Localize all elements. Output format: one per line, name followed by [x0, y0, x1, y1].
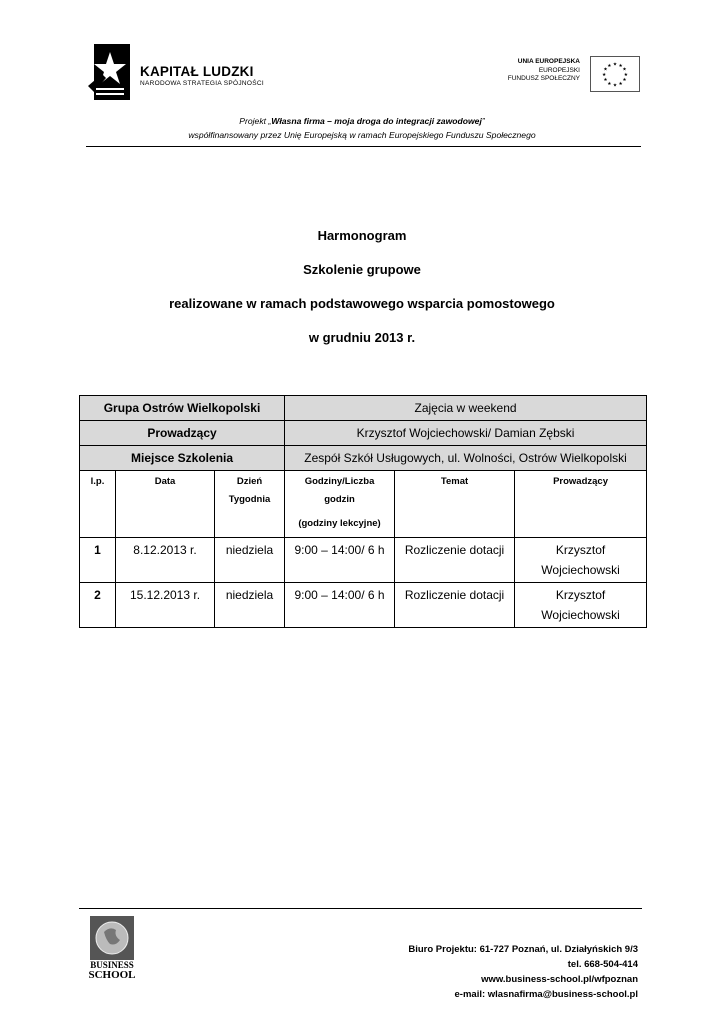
- svg-text:★: ★: [602, 72, 607, 78]
- eu-logo: [498, 52, 644, 98]
- row-lp: 2: [80, 583, 116, 628]
- svg-text:★: ★: [603, 67, 608, 73]
- svg-text:★: ★: [622, 78, 627, 84]
- svg-text:★: ★: [603, 78, 608, 84]
- training-type: Szkolenie grupowe: [303, 262, 421, 277]
- kapital-ludzki-star-icon: [88, 44, 132, 100]
- group-value: Zajęcia w weekend: [285, 396, 647, 421]
- eu-line-3: FUNDUSZ SPOŁECZNY: [507, 75, 580, 82]
- row-date: 15.12.2013 r.: [116, 583, 215, 628]
- header-hours-line1: Godziny/Liczba: [304, 476, 375, 487]
- project-name: Własna firma – moja droga do integracji zawodowej: [271, 116, 482, 126]
- header-day-line1: Dzień: [236, 476, 263, 487]
- header-day: [215, 471, 285, 538]
- row-topic: Rozliczenie dotacji: [395, 538, 515, 583]
- trainer-label: Prowadzący: [80, 421, 285, 446]
- trainer-row: [80, 421, 647, 446]
- training-period: w grudniu 2013 r.: [308, 330, 416, 345]
- row-hours: 9:00 – 14:00/ 6 h: [285, 538, 395, 583]
- project-cofinancing-line: współfinansowany przez Unię Europejską w ramach Europejskiego Funduszu Społecznego: [188, 130, 536, 140]
- logo-line-2: SCHOOL: [88, 969, 136, 981]
- footer-phone: tel. 668-504-414: [567, 959, 638, 970]
- business-school-logo: [86, 916, 138, 982]
- header-day-line2: Tygodnia: [228, 494, 271, 505]
- row-day: niedziela: [215, 583, 285, 628]
- svg-text:★: ★: [618, 63, 623, 69]
- kapital-ludzki-subtitle: NARODOWA STRATEGIA SPÓJNOŚCI: [140, 80, 264, 87]
- header-trainer: Prowadzący: [515, 471, 647, 538]
- table-row: [80, 583, 647, 628]
- header-date: Data: [116, 471, 215, 538]
- place-label: Miejsce Szkolenia: [80, 446, 285, 471]
- row-trainer: Krzysztof Wojciechowski: [515, 538, 647, 583]
- project-prefix: Projekt „: [239, 116, 272, 126]
- row-trainer: Krzysztof Wojciechowski: [515, 583, 647, 628]
- logo-line-1: BUSINESS: [90, 960, 134, 970]
- table-header-row: [80, 471, 647, 538]
- svg-text:★: ★: [612, 62, 618, 68]
- document-title: Harmonogram: [317, 228, 407, 243]
- eu-flag-icon: [590, 56, 640, 92]
- row-date: 8.12.2013 r.: [116, 538, 215, 583]
- header-hours-line2: godzin: [324, 494, 355, 505]
- project-title-line: [0, 114, 724, 128]
- header-lp: l.p.: [80, 471, 116, 538]
- group-label: Grupa Ostrów Wielkopolski: [80, 396, 285, 421]
- header-hours-line3: (godziny lekcyjne): [298, 518, 381, 529]
- row-hours: 9:00 – 14:00/ 6 h: [285, 583, 395, 628]
- svg-text:★: ★: [618, 81, 623, 87]
- trainer-value: Krzysztof Wojciechowski/ Damian Zębski: [285, 421, 647, 446]
- svg-text:★: ★: [623, 72, 628, 78]
- footer-divider: [79, 908, 642, 909]
- svg-text:★: ★: [607, 63, 612, 69]
- kapital-ludzki-title: KAPITAŁ LUDZKI: [140, 64, 254, 79]
- place-row: [80, 446, 647, 471]
- kapital-ludzki-logo: [88, 44, 288, 102]
- table-row: [80, 538, 647, 583]
- training-scope: realizowane w ramach podstawowego wsparcia pomostowego: [169, 296, 555, 311]
- row-lp: 1: [80, 538, 116, 583]
- place-value: Zespół Szkół Usługowych, ul. Wolności, Ostrów Wielkopolski: [285, 446, 647, 471]
- row-day: niedziela: [215, 538, 285, 583]
- header-hours: [285, 471, 395, 538]
- globe-icon: [90, 916, 134, 960]
- eu-line-2: EUROPEJSKI: [538, 66, 580, 74]
- footer-email: e-mail: wlasnafirma@business-school.pl: [454, 989, 638, 1000]
- svg-text:★: ★: [612, 83, 618, 89]
- footer-website: www.business-school.pl/wfpoznan: [481, 974, 638, 985]
- project-suffix: ”: [481, 116, 485, 126]
- footer-contact: [408, 942, 638, 1002]
- schedule-table: [79, 395, 647, 628]
- group-row: [80, 396, 647, 421]
- header-topic: Temat: [395, 471, 515, 538]
- svg-text:★: ★: [622, 67, 627, 73]
- row-topic: Rozliczenie dotacji: [395, 583, 515, 628]
- eu-logo-text: [508, 58, 580, 84]
- svg-text:★: ★: [607, 81, 612, 87]
- header-divider: [86, 146, 641, 147]
- eu-line-1: UNIA EUROPEJSKA: [517, 58, 580, 65]
- business-school-wordmark: [86, 960, 138, 980]
- project-info: [0, 114, 724, 142]
- footer-address: Biuro Projektu: 61-727 Poznań, ul. Działyńskich 9/3: [408, 944, 638, 955]
